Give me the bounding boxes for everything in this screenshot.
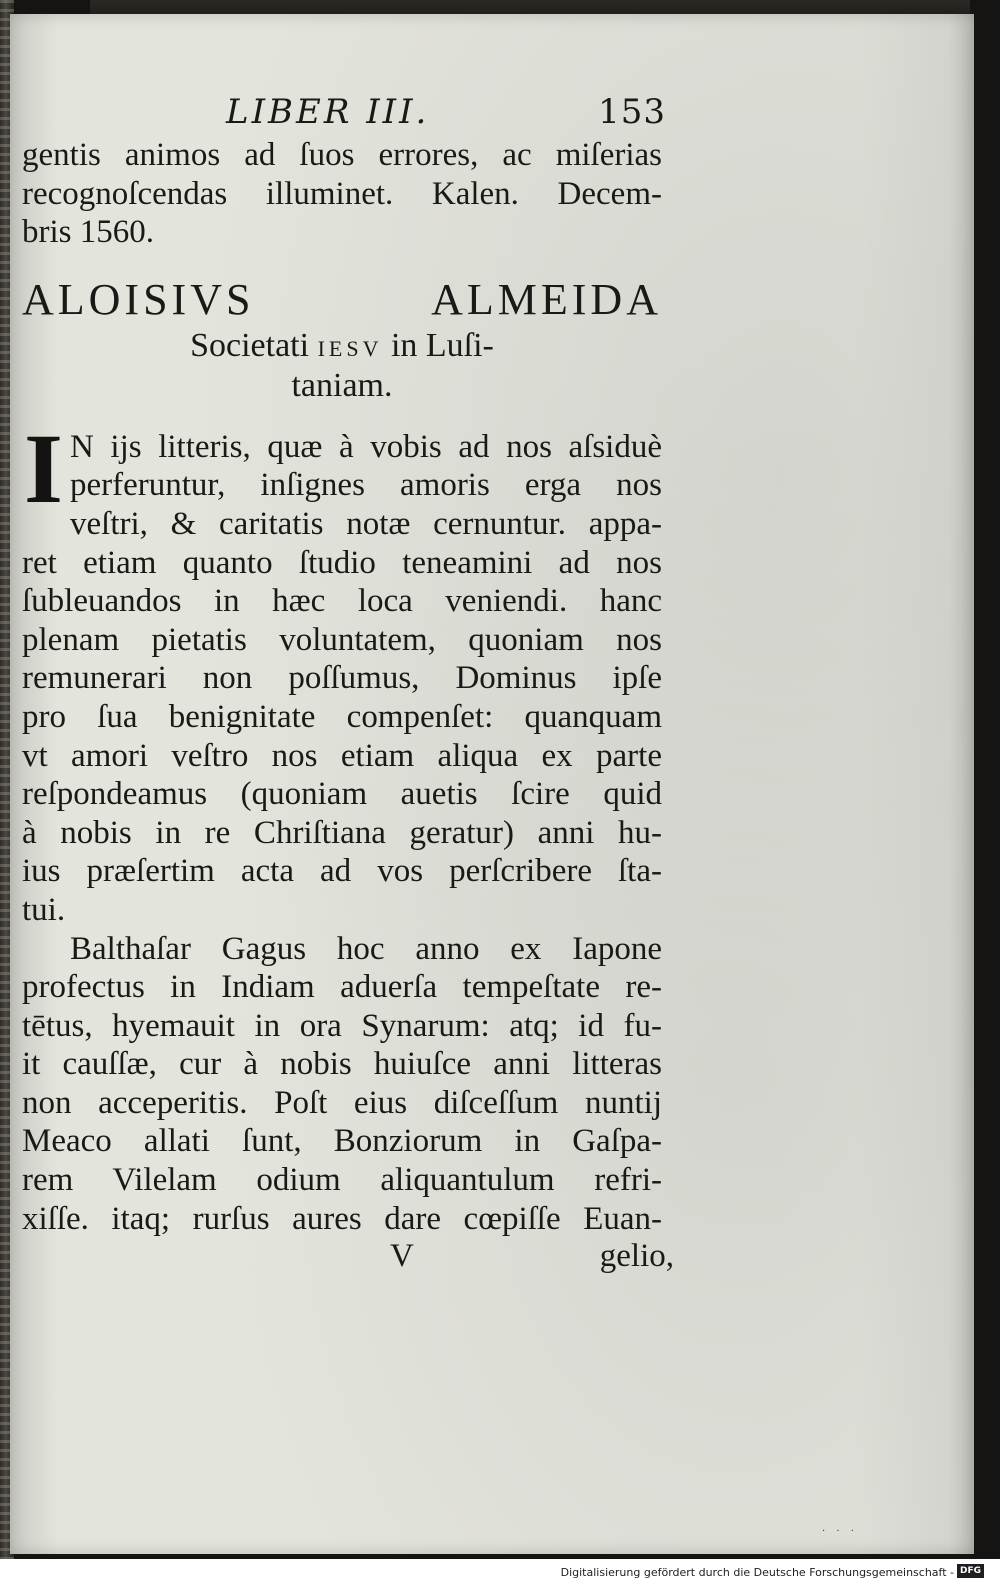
page-foot bbox=[22, 1238, 674, 1278]
text-line: plenam pietatis voluntatem, quoniam nos bbox=[22, 621, 662, 658]
dfg-logo: DFG bbox=[957, 1564, 984, 1578]
text-line: Balthaſar Gagus hoc anno ex Iapone bbox=[70, 930, 662, 967]
spacer bbox=[22, 406, 662, 428]
text-line: vt amori veſtro nos etiam aliqua ex parte bbox=[22, 737, 662, 774]
paragraph-1 bbox=[22, 412, 662, 930]
subheading-small-caps: IESV bbox=[317, 335, 383, 361]
text-line: xiſſe. itaq; rurſus aures dare cœpiſſe Euan- bbox=[22, 1200, 662, 1237]
text-line: rem Vilelam odium aliquantulum refri- bbox=[22, 1162, 662, 1199]
text-block bbox=[22, 92, 674, 1278]
text-line: perferuntur, inſignes amoris erga nos bbox=[70, 467, 662, 504]
subheading-part: in Luſi- bbox=[390, 326, 494, 364]
letter-heading: ALOISIVS ALMEIDA bbox=[22, 274, 662, 324]
running-head bbox=[22, 92, 666, 136]
text-line: tētus, hyemauit in ora Synarum: atq; id fu- bbox=[22, 1007, 662, 1044]
text-line: recognoſcendas illuminet. Kalen. Decem- bbox=[22, 175, 662, 212]
paper-specks: · · · bbox=[822, 1526, 858, 1537]
footer-bar bbox=[0, 1559, 1000, 1583]
drop-cap-initial: I bbox=[24, 412, 63, 524]
text-line: à nobis in re Chriſtiana geratur) anni hu- bbox=[22, 814, 662, 851]
page-shadow bbox=[948, 14, 974, 1554]
text-line: N ijs litteris, quæ à vobis ad nos aſsiduè bbox=[70, 428, 662, 465]
signature-mark: V bbox=[390, 1238, 414, 1275]
text-line: bris 1560. bbox=[22, 214, 154, 251]
text-line: gentis animos ad ſuos errores, ac miſerias bbox=[22, 137, 662, 173]
text-line: tui. bbox=[22, 891, 66, 928]
paragraph-2 bbox=[22, 930, 662, 1239]
book-page bbox=[10, 14, 974, 1554]
text-line: it cauſſæ, cur à nobis huiuſce anni litteras bbox=[22, 1046, 662, 1083]
text-line: non acceperitis. Poſt eius diſceſſum nuntij bbox=[22, 1084, 662, 1121]
text-line: ret etiam quanto ſtudio teneamini ad nos bbox=[22, 544, 662, 581]
subheading-part: Societati bbox=[190, 326, 310, 364]
running-title: LIBER III. bbox=[226, 92, 430, 132]
text-line: reſpondeamus (quoniam auetis ſcire quid bbox=[22, 776, 662, 813]
text-line: pro ſua benignitate compenſet: quanquam bbox=[22, 698, 662, 735]
letter-subheading bbox=[22, 326, 662, 366]
letter-subheading-line2: taniam. bbox=[291, 366, 393, 404]
text-line: ius præſertim acta ad vos perſcribere ſta- bbox=[22, 853, 662, 890]
catchword: gelio, bbox=[599, 1238, 674, 1275]
funding-credit: Digitalisierung gefördert durch die Deutsche Forschungsgemeinschaft - bbox=[560, 1566, 954, 1579]
text-line: profectus in Indiam aduerſa tempeſtate re- bbox=[22, 969, 662, 1006]
text-line: Meaco allati ſunt, Bonziorum in Gaſpa- bbox=[22, 1123, 662, 1160]
text-line: remunerari non poſſumus, Dominus ipſe bbox=[22, 660, 662, 697]
text-line: ſubleuandos in hæc loca veniendi. hanc bbox=[22, 583, 662, 620]
page-number: 153 bbox=[598, 92, 666, 132]
text-line: veſtri, & caritatis notæ cernuntur. appa- bbox=[70, 505, 662, 542]
